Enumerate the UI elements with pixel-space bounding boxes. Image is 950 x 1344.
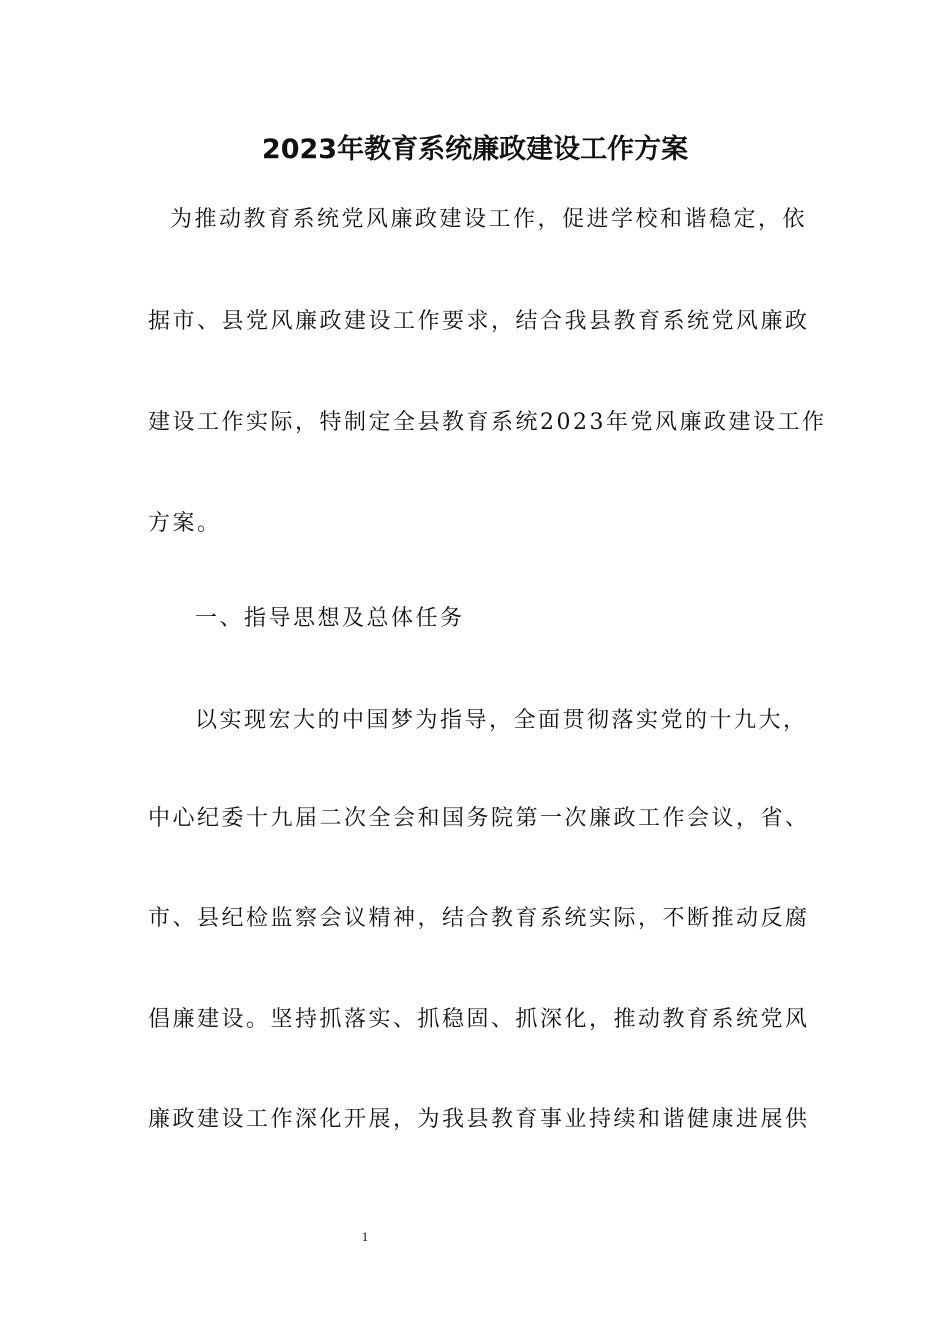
paragraph-line: 为推动教育系统党风廉政建设工作，促进学校和谐稳定，依 [170, 207, 808, 232]
paragraph-line: 市、县纪检监察会议精神，结合教育系统实际，不断推动反腐 [148, 906, 810, 931]
paragraph-line: 廉政建设工作深化开展，为我县教育事业持续和谐健康进展供 [148, 1107, 810, 1132]
document-title: 2023年教育系统廉政建设工作方案 [261, 134, 689, 165]
section-heading: 一、指导思想及总体任务 [195, 606, 465, 631]
page-number: 1 [361, 1229, 369, 1244]
paragraph-line: 建设工作实际，特制定全县教育系统2023年党风廉政建设工作 [148, 410, 827, 435]
paragraph-line: 中心纪委十九届二次全会和国务院第一次廉政工作会议，省、 [148, 806, 810, 831]
paragraph-line: 以实现宏大的中国梦为指导，全面贯彻落实党的十九大， [195, 708, 808, 733]
paragraph-line: 倡廉建设。坚持抓落实、抓稳固、抓深化，推动教育系统党风 [148, 1007, 810, 1032]
paragraph-line: 据市、县党风廉政建设工作要求，结合我县教育系统党风廉政 [148, 309, 810, 334]
paragraph-line: 方案。 [148, 511, 222, 536]
